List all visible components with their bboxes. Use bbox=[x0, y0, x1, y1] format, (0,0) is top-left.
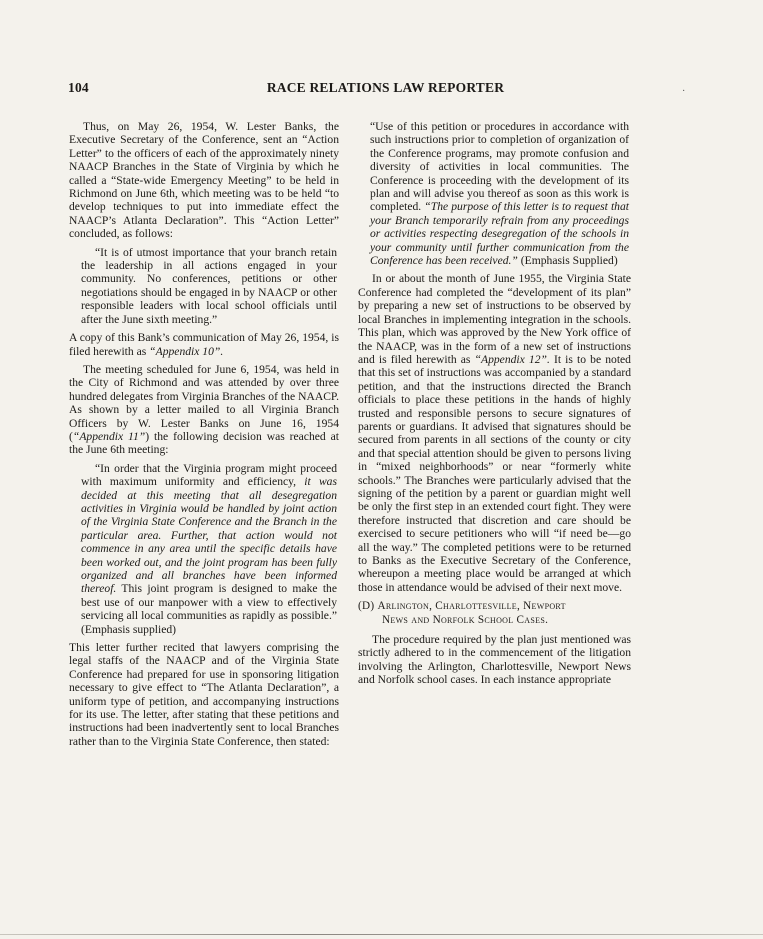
section-heading-d bbox=[358, 600, 631, 627]
running-title: RACE RELATIONS LAW REPORTER bbox=[266, 80, 505, 95]
section-label: (D) bbox=[358, 600, 375, 613]
paragraph-june-meeting bbox=[69, 363, 339, 457]
quote-june-decision bbox=[81, 462, 337, 636]
quote-text: (Emphasis Supplied) bbox=[517, 254, 618, 268]
bottom-edge-rule bbox=[0, 934, 763, 935]
appendix-reference: “Appendix 10”. bbox=[149, 344, 224, 358]
section-title-line2: News and Norfolk School Cases. bbox=[382, 613, 549, 626]
page-number: 104 bbox=[68, 80, 89, 95]
quote-action-letter: “It is of utmost importance that your branch retain the leadership in all actions engaged in your community. No conferences, petitions or other negotiations should be engaged in by NAACP or other responsible leaders with local school officials until after the June sixth meeting.” bbox=[81, 245, 337, 326]
page-header bbox=[68, 80, 703, 98]
right-column bbox=[358, 120, 631, 692]
paragraph-appendix-10 bbox=[69, 331, 339, 358]
paragraph-june-1955-plan bbox=[358, 272, 631, 594]
section-title-line1: Arlington, Charlottesville, Newport bbox=[377, 600, 566, 613]
paragraph-text: In or about the month of June 1955, the Virginia State Conference had completed the “development of its plan” by preparing a new set of instructions to be observed by local Branches in implementing integration in the schools. This plan, which was approved by the New York office of the NAACP, was in the form of a new set of instructions and is filed herewith as bbox=[358, 272, 631, 366]
paragraph-text: The meeting scheduled for June 6, 1954, was held in the City of Richmond and was attended by over three hundred delegates from Virginia Branches of the NAACP. As shown by a letter mailed to all Virginia Branch Officers by W. Lester Banks on June 16, 1954 ( bbox=[69, 362, 339, 443]
quote-text: This joint program is designed to make the best use of our manpower with a view to effectively servicing all local communities as rapidly as possible.” (Emphasis supplied) bbox=[81, 582, 337, 636]
quote-emphasis: it was decided at this meeting that all desegregation activities in Virginia would be handled by joint action of the Virginia State Conference and the Branch in the particular area. Further, that action would not commence in any area until the specific details have been worked out, and the joint program has been fully organized and all branches have been informed thereof. bbox=[81, 475, 337, 596]
paragraph-procedure: The procedure required by the plan just mentioned was strictly adhered to in the commencement of the litigation involving the Arlington, Charlottesville, Newport News and Norfolk school cases. In each instance appropriate bbox=[358, 633, 631, 687]
left-column bbox=[69, 120, 339, 753]
quote-emphasis: “The purpose of this letter is to request that your Branch temporarily refrain from any proceedings or activities respecting desegregation of the schools in your community until further communication from the Conference has been received.” bbox=[370, 200, 629, 268]
appendix-reference: “Appendix 11” bbox=[72, 429, 146, 443]
paragraph-action-letter: Thus, on May 26, 1954, W. Lester Banks, the Executive Secretary of the Conference, sent an “Action Letter” to the officers of each of the approximately ninety NAACP Branches in the State of Virginia by which he called a “State-wide Emergency Meeting” to be held in Richmond on June 6th, which meeting was to be held “to develop techniques to put into immediate effect the NAACP’s Atlanta Declaration”. This “Action Letter” concluded, as follows: bbox=[69, 120, 339, 241]
margin-dot: · bbox=[682, 86, 686, 97]
quote-text: “Use of this petition or procedures in accordance with such instructions prior to completion of organization of the Conference programs, may promote confusion and diversity of activities in local communities. The Conference is proceeding with the development of its plan and will advise you thereof as soon as this work is completed. bbox=[370, 120, 629, 214]
paragraph-text: A copy of this Bank’s communication of May 26, 1954, is filed herewith as bbox=[69, 331, 339, 358]
appendix-reference: “Appendix 12”. bbox=[474, 352, 550, 366]
quote-text: “In order that the Virginia program might proceed with maximum uniformity and efficiency, bbox=[81, 461, 337, 489]
paragraph-letter-recital: This letter further recited that lawyers comprising the legal staffs of the NAACP and of the Virginia State Conference had prepared for use in sponsoring litigation necessary to give effect to “The Atlanta Declaration”, a uniform type of petition, and accompanying instructions for its use. The letter, after stating that these petitions and instructions had been inadvertently sent to local Branches rather than to the Virginia State Conference, then stated: bbox=[69, 641, 339, 748]
paragraph-text: ) the following decision was reached at the June 6th meeting: bbox=[69, 429, 339, 457]
quote-petition-use bbox=[370, 120, 629, 267]
paragraph-text: It is to be noted that this set of instructions was accompanied by a standard petition, and that the instructions directed the Branch officials to place these petitions in the hands of highly trusted and responsible persons to secure signatures of parents or guardians. It advised that signatures should be secured from parents in all sections of the county or city and that special attention should be given to persons living in “mixed neighborhoods” or near “formerly white schools.” The Branches were particularly advised that the signing of the petition by a parent or guardian might well be only the first step in an extended court fight. They were therefore instructed that discretion and care should be exercised to secure petitioners who will “if need be—go all the way.” The completed petitions were to be returned to Banks as the Executive Secretary of the Conference, whereupon a meeting place would be arranged at which those in attendance would be advised of their next move. bbox=[358, 352, 631, 594]
